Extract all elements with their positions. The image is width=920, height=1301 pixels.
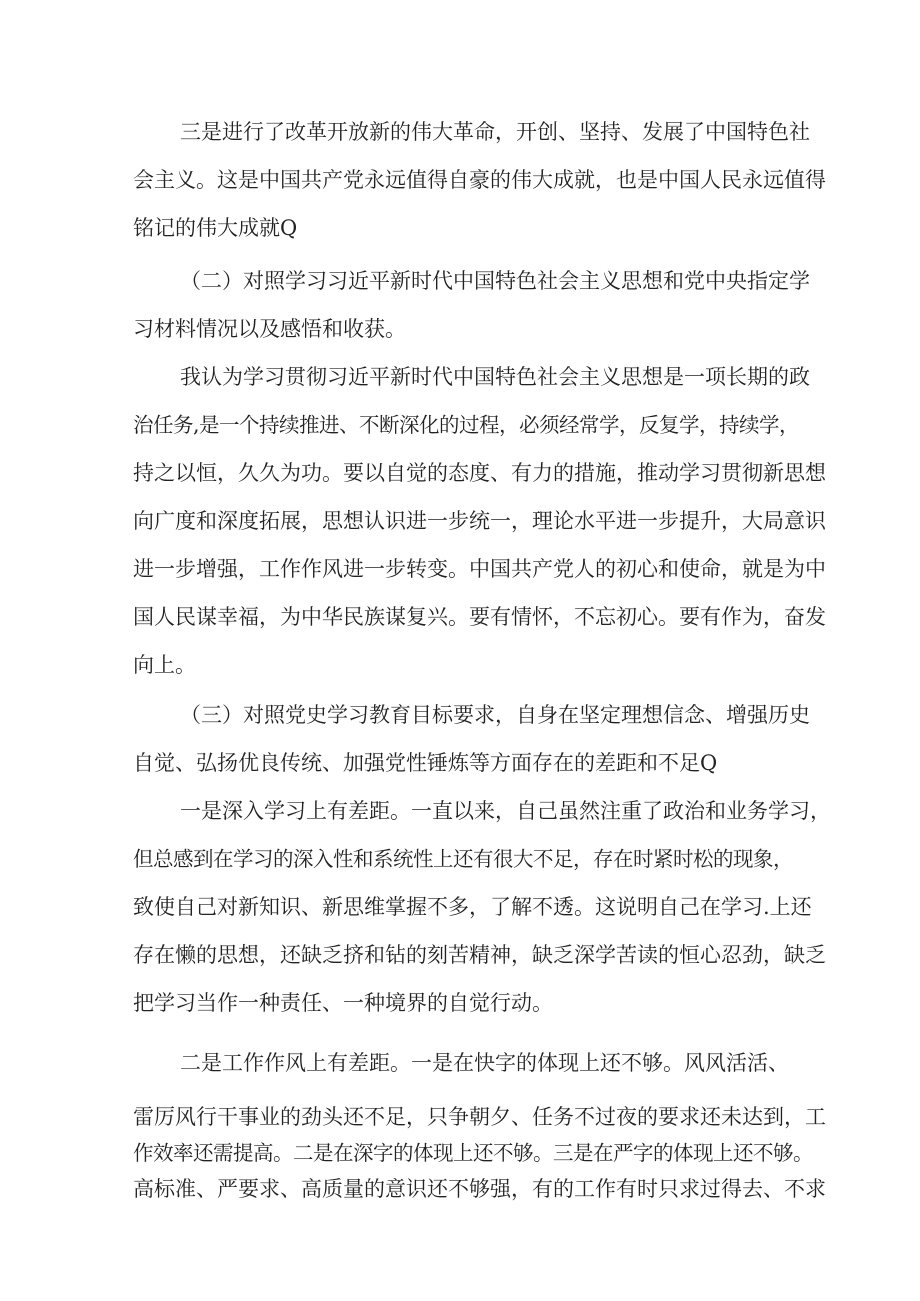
paragraph-1-line-1: 三是进行了改革开放新的伟大革命，开创、坚持、发展了中国特色社 [180,120,810,144]
paragraph-5-line-4: 存在懒的思想，还缺乏挤和钻的刻苦精神，缺乏深学苦读的恒心忍劲，缺乏 [133,943,826,967]
paragraph-3-line-1: 我认为学习贯彻习近平新时代中国特色社会主义思想是一项长期的政 [180,365,810,389]
paragraph-3-line-3: 持之以恒，久久为功。要以自觉的态度、有力的措施，推动学习贯彻新思想 [133,461,826,485]
paragraph-4-line-1: （三）对照党史学习教育目标要求，自身在坚定理想信念、增强历史 [180,703,810,727]
paragraph-5-line-1: 一是深入学习上有差距。一直以来，自己虽然注重了政治和业务学习， [180,799,831,823]
paragraph-4-line-2: 自觉、弘扬优良传统、加强党性锤炼等方面存在的差距和不足Q [133,751,718,775]
paragraph-6-line-1: 二是工作作风上有差距。一是在快字的体现上还不够。风风活活、 [180,1051,789,1075]
paragraph-3-line-7: 向上。 [133,653,196,677]
paragraph-1-line-2: 会主义。这是中国共产党永远值得自豪的伟大成就，也是中国人民永远值得 [133,168,826,192]
paragraph-3-line-6: 国人民谋幸福，为中华民族谋复兴。要有情怀，不忘初心。要有作为，奋发 [133,605,826,629]
paragraph-5-line-5: 把学习当作一种责任、一种境界的自觉行动。 [133,991,553,1015]
paragraph-2-line-1: （二）对照学习习近平新时代中国特色社会主义思想和党中央指定学 [180,269,810,293]
paragraph-3-line-2: 治任务,是一个持续推进、不断深化的过程，必须经常学，反复学，持续学， [133,413,800,437]
paragraph-1-line-3: 铭记的伟大成就Q [133,216,298,240]
paragraph-3-line-5: 进一步增强，工作作风进一步转变。中国共产党人的初心和使命，就是为中 [133,557,826,581]
paragraph-5-line-3: 致使自己对新知识、新思维掌握不多，了解不透。这说明自己在学习.上还 [133,895,812,919]
paragraph-7-line-1: 雷厉风行干事业的劲头还不足，只争朝夕、任务不过夜的要求还未达到，工 [133,1105,826,1129]
paragraph-2-line-2: 习材料情况以及感悟和收获。 [133,317,406,341]
paragraph-7-line-3: 高标准、严要求、高质量的意识还不够强，有的工作有时只求过得去、不求 [133,1177,826,1201]
paragraph-7-line-2: 作效率还需提高。二是在深字的体现上还不够。三是在严字的体现上还不够。 [133,1141,813,1165]
paragraph-3-line-4: 向广度和深度拓展，思想认识进一步统一，理论水平进一步提升，大局意识 [133,509,826,533]
paragraph-5-line-2: 但总感到在学习的深入性和系统性上还有很大不足，存在时紧时松的现象， [133,847,793,871]
